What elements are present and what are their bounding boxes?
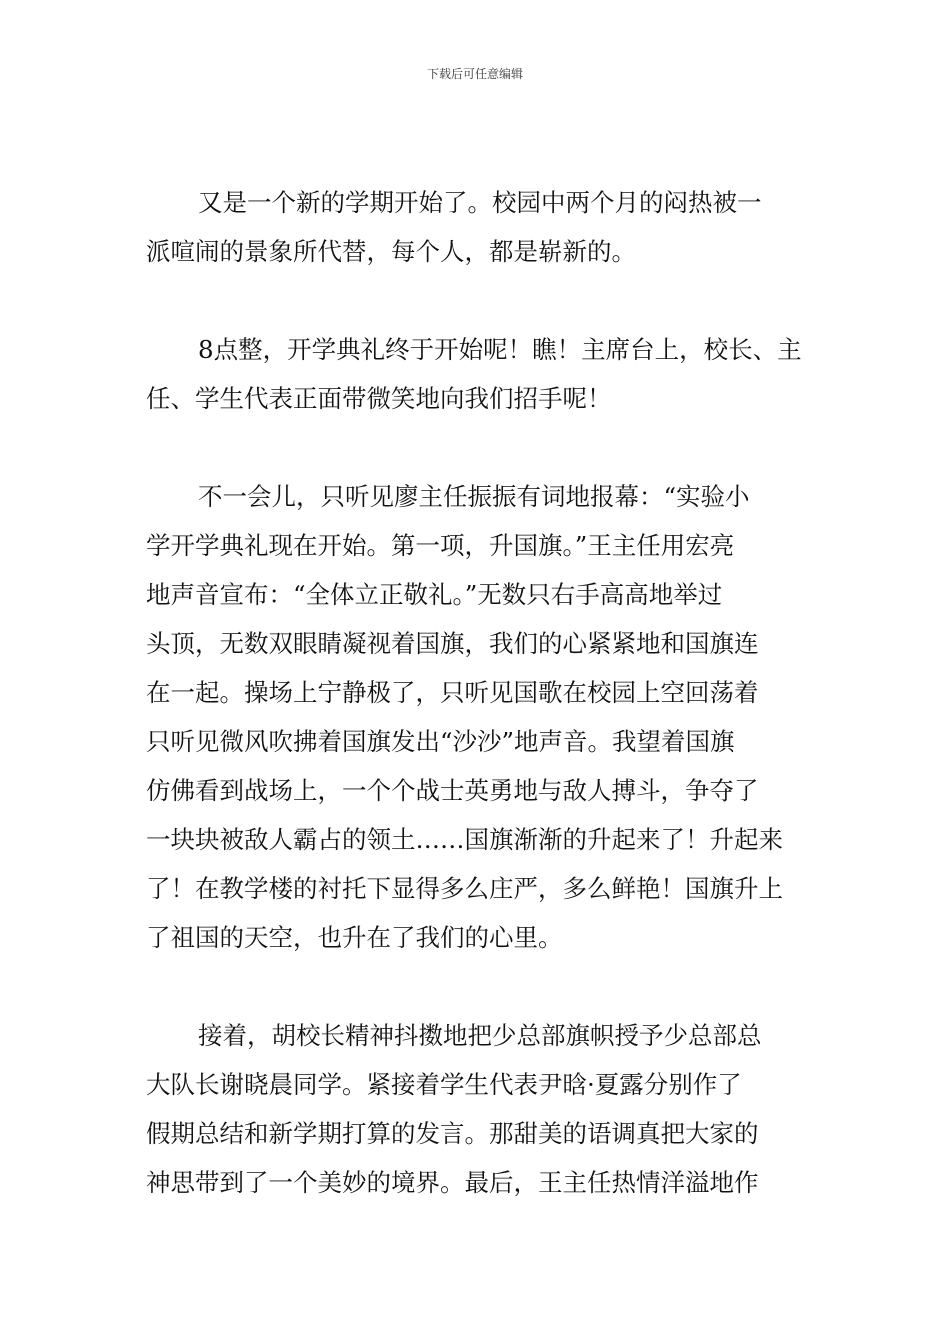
paragraph-line: 又是一个新的学期开始了。校园中两个月的闷热被一 xyxy=(198,188,762,217)
document-body xyxy=(146,178,808,1207)
paragraph-line: 学开学典礼现在开始。第一项，升国旗。”王主任用宏亮 xyxy=(146,531,735,560)
paragraph-line: 神思带到了一个美妙的境界。最后，王主任热情洋溢地作 xyxy=(146,1168,759,1197)
paragraph-line: 8点整，开学典礼终于开始呢！瞧！主席台上，校长、主 xyxy=(198,335,802,364)
paragraph-line: 任、学生代表正面带微笑地向我们招手呢！ xyxy=(146,384,612,413)
paragraph xyxy=(146,325,808,423)
paragraph-spacer xyxy=(146,423,808,472)
paragraph-line: 只听见微风吹拂着国旗发出“沙沙”地声音。我望着国旗 xyxy=(146,727,735,756)
paragraph-line: 了！在教学楼的衬托下显得多么庄严，多么鲜艳！国旗升上 xyxy=(146,874,783,903)
paragraph-line: 派喧闹的景象所代替，每个人，都是崭新的。 xyxy=(146,237,636,266)
paragraph-line: 接着，胡校长精神抖擞地把少总部旗帜授予少总部总 xyxy=(198,1021,762,1050)
paragraph-line: 不一会儿，只听见廖主任振振有词地报幕：“实验小 xyxy=(198,482,750,511)
paragraph-line: 在一起。操场上宁静极了，只听见国歌在校园上空回荡着 xyxy=(146,678,759,707)
paragraph-line: 了祖国的天空，也升在了我们的心里。 xyxy=(146,923,563,952)
paragraph-spacer xyxy=(146,962,808,1011)
page-header-note: 下载后可任意编辑 xyxy=(426,67,523,81)
paragraph-line: 大队长谢晓晨同学。紧接着学生代表尹晗·夏露分别作了 xyxy=(146,1070,742,1099)
paragraph-spacer xyxy=(146,276,808,325)
paragraph-line: 地声音宣布：“全体立正敬礼。”无数只右手高高地举过 xyxy=(146,580,723,609)
paragraph-line: 一块块被敌人霸占的领土……国旗渐渐的升起来了！升起来 xyxy=(146,825,783,854)
paragraph-line: 假期总结和新学期打算的发言。那甜美的语调真把大家的 xyxy=(146,1119,759,1148)
paragraph xyxy=(146,178,808,276)
paragraph-line: 仿佛看到战场上，一个个战士英勇地与敌人搏斗，争夺了 xyxy=(146,776,759,805)
paragraph-line: 头顶，无数双眼睛凝视着国旗，我们的心紧紧地和国旗连 xyxy=(146,629,759,658)
paragraph xyxy=(146,472,808,962)
paragraph xyxy=(146,1011,808,1207)
